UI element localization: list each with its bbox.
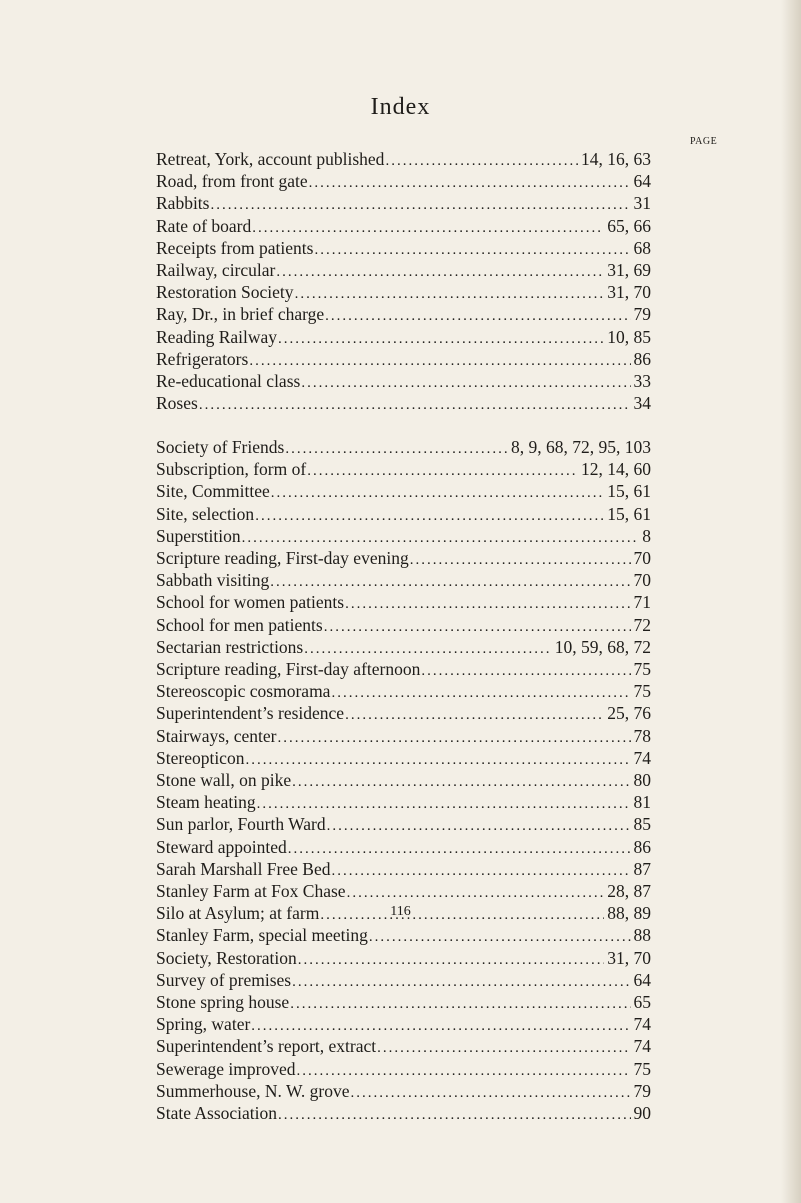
- entry-label: Retreat, York, account published: [156, 149, 385, 169]
- index-entry: [156, 637, 651, 659]
- entry-pages: 10, 85: [607, 326, 651, 347]
- index-entry: [156, 703, 651, 725]
- index-entry: [156, 526, 651, 548]
- entry-pages: 86: [633, 348, 651, 369]
- entry-label: School for men patients: [156, 614, 323, 635]
- entry-label: Sabbath visiting: [156, 570, 270, 591]
- index-entry: [156, 726, 651, 748]
- index-entry: [156, 1036, 651, 1058]
- dot-leader: [278, 329, 604, 349]
- dot-leader: [242, 528, 640, 548]
- entry-pages: 28, 87: [607, 881, 651, 902]
- entry-label: Scripture reading, First-day afternoon: [156, 659, 421, 680]
- entry-pages: 75: [633, 681, 651, 702]
- entry-pages: 15, 61: [607, 503, 651, 524]
- dot-leader: [245, 750, 630, 770]
- dot-leader: [252, 218, 604, 238]
- dot-leader: [292, 772, 630, 792]
- entry-pages: 65, 66: [607, 215, 651, 236]
- dot-leader: [210, 195, 630, 215]
- entry-label: Sewerage improved: [156, 1058, 296, 1079]
- index-entry: [156, 925, 651, 947]
- dot-leader: [298, 950, 604, 970]
- entry-label: Re-educational class: [156, 371, 301, 392]
- entry-pages: 8, 9, 68, 72, 95, 103: [511, 437, 651, 457]
- dot-leader: [295, 284, 605, 304]
- entry-pages: 64: [633, 969, 651, 990]
- index-entry: [156, 792, 651, 814]
- index-entry: [156, 216, 651, 238]
- entry-pages: 64: [633, 171, 651, 192]
- index-entry: [156, 814, 651, 836]
- entry-pages: 75: [633, 1058, 651, 1079]
- index-entry: [156, 393, 651, 415]
- entry-label: Road, from front gate: [156, 171, 308, 192]
- dot-leader: [296, 1061, 630, 1081]
- entry-label: Ray, Dr., in brief charge: [156, 304, 325, 325]
- page-number: 116: [390, 904, 411, 919]
- entry-label: Silo at Asylum; at farm: [156, 903, 320, 924]
- index-entry: [156, 193, 651, 215]
- index-entry: [156, 171, 651, 193]
- entry-label: Subscription, form of: [156, 459, 307, 480]
- dot-leader: [325, 306, 630, 326]
- page-title: Index: [370, 94, 431, 120]
- dot-leader: [251, 1016, 630, 1036]
- page-edge-shadow: [781, 0, 801, 1203]
- entry-pages: 88: [633, 925, 651, 946]
- entry-pages: 34: [633, 393, 651, 414]
- entry-pages: 79: [633, 304, 651, 325]
- index-entry: [156, 748, 651, 770]
- index-entry: [156, 970, 651, 992]
- dot-leader: [385, 151, 578, 171]
- dot-leader: [327, 816, 631, 836]
- index-entry: [156, 504, 651, 526]
- dot-leader: [307, 461, 578, 481]
- entry-pages: 25, 76: [607, 703, 651, 724]
- entry-label: Stereoscopic cosmorama: [156, 681, 331, 702]
- dot-leader: [249, 351, 630, 371]
- index-entry: [156, 770, 651, 792]
- entry-pages: 68: [633, 237, 651, 258]
- dot-leader: [278, 728, 631, 748]
- entry-label: Rabbits: [156, 193, 210, 214]
- dot-leader: [377, 1038, 630, 1058]
- index-entry: [156, 992, 651, 1014]
- entry-label: Steward appointed: [156, 836, 287, 857]
- entry-label: Spring, water: [156, 1014, 251, 1035]
- entry-pages: 90: [633, 1103, 651, 1124]
- entry-pages: 74: [633, 1036, 651, 1057]
- entry-pages: 78: [633, 725, 651, 746]
- entry-label: Summerhouse, N. W. grove: [156, 1080, 350, 1101]
- dot-leader: [199, 395, 631, 415]
- entry-label: Survey of premises: [156, 969, 292, 990]
- entry-pages: 81: [633, 792, 651, 813]
- entry-pages: 12, 14, 60: [581, 459, 651, 480]
- index-entry: [156, 881, 651, 903]
- entry-pages: 87: [633, 858, 651, 879]
- entry-pages: 65: [633, 992, 651, 1013]
- entry-label: Superintendent’s report, extract: [156, 1036, 377, 1057]
- index-entry: [156, 1059, 651, 1081]
- dot-leader: [285, 439, 508, 459]
- index-entry: [156, 570, 651, 592]
- entry-pages: 74: [633, 747, 651, 768]
- entry-label: Railway, circular: [156, 260, 276, 281]
- entry-pages: 86: [633, 836, 651, 857]
- dot-leader: [421, 661, 630, 681]
- index-entry: [156, 481, 651, 503]
- entry-pages: 75: [633, 659, 651, 680]
- index-entry: [156, 349, 651, 371]
- entry-label: Restoration Society: [156, 282, 294, 303]
- index-entry: [156, 327, 651, 349]
- dot-leader: [270, 572, 630, 592]
- index-entry: [156, 1103, 651, 1125]
- dot-leader: [292, 972, 630, 992]
- index-entry: [156, 238, 651, 260]
- dot-leader: [410, 550, 631, 570]
- entry-label: Reading Railway: [156, 326, 278, 347]
- entry-label: Steam heating: [156, 792, 256, 813]
- entry-pages: 80: [633, 770, 651, 791]
- entry-label: School for women patients: [156, 592, 345, 613]
- entry-label: Site, Committee: [156, 481, 270, 502]
- index-entry: [156, 260, 651, 282]
- entry-pages: 31: [633, 193, 651, 214]
- entry-pages: 88, 89: [607, 903, 651, 924]
- dot-leader: [347, 883, 605, 903]
- index-entry: [156, 681, 651, 703]
- dot-leader: [288, 839, 631, 859]
- index-entry: [156, 371, 651, 393]
- entry-pages: 15, 61: [607, 481, 651, 502]
- entry-label: Stone spring house: [156, 992, 290, 1013]
- dot-leader: [345, 705, 604, 725]
- entry-label: Sectarian restrictions: [156, 636, 304, 657]
- entry-label: Sun parlor, Fourth Ward: [156, 814, 326, 835]
- entry-label: Superstition: [156, 525, 241, 546]
- index-entry: [156, 592, 651, 614]
- entry-label: Refrigerators: [156, 348, 249, 369]
- index-entry: [156, 1014, 651, 1036]
- index-entry: [156, 437, 651, 459]
- entry-label: Stone wall, on pike: [156, 770, 292, 791]
- index-entry: [156, 149, 651, 171]
- dot-leader: [350, 1083, 630, 1103]
- entry-label: Scripture reading, First-day evening: [156, 548, 409, 569]
- entry-label: Stairways, center: [156, 725, 277, 746]
- dot-leader: [301, 373, 630, 393]
- entry-label: Sarah Marshall Free Bed: [156, 858, 331, 879]
- index-entry: [156, 1081, 651, 1103]
- dot-leader: [290, 994, 630, 1014]
- entry-pages: 10, 59, 68, 72: [554, 636, 651, 657]
- entry-label: Rate of board: [156, 215, 252, 236]
- dot-leader: [255, 506, 604, 526]
- dot-leader: [278, 1105, 630, 1125]
- index-group-r: [156, 149, 651, 415]
- index-entry: [156, 948, 651, 970]
- entry-pages: 79: [633, 1080, 651, 1101]
- entry-label: Receipts from patients: [156, 237, 314, 258]
- entry-label: Site, selection: [156, 503, 255, 524]
- index-entry: [156, 859, 651, 881]
- entry-pages: 33: [633, 371, 651, 392]
- entry-label: State Association: [156, 1103, 278, 1124]
- entry-pages: 72: [633, 614, 651, 635]
- entry-label: Society, Restoration: [156, 947, 297, 968]
- dot-leader: [276, 262, 604, 282]
- entry-label: Superintendent’s residence: [156, 703, 345, 724]
- entry-pages: 14, 16, 63: [581, 149, 651, 169]
- index-entry: [156, 548, 651, 570]
- dot-leader: [257, 794, 631, 814]
- dot-leader: [309, 173, 631, 193]
- entry-label: Stanley Farm, special meeting: [156, 925, 368, 946]
- index-entry: [156, 615, 651, 637]
- entry-label: Stereopticon: [156, 747, 245, 768]
- entry-label: Stanley Farm at Fox Chase: [156, 881, 346, 902]
- entry-pages: 31, 69: [607, 260, 651, 281]
- entry-label: Roses: [156, 393, 198, 414]
- index-entry: [156, 837, 651, 859]
- dot-leader: [324, 617, 631, 637]
- entry-pages: 8: [642, 525, 651, 546]
- entry-pages: 70: [633, 570, 651, 591]
- entry-pages: 70: [633, 548, 651, 569]
- entry-pages: 31, 70: [607, 282, 651, 303]
- dot-leader: [314, 240, 630, 260]
- entry-pages: 31, 70: [607, 947, 651, 968]
- index-entry: [156, 282, 651, 304]
- entry-pages: 74: [633, 1014, 651, 1035]
- dot-leader: [304, 639, 552, 659]
- entry-pages: 85: [633, 814, 651, 835]
- dot-leader: [331, 861, 630, 881]
- page-column-header: PAGE: [690, 136, 718, 147]
- index-group-s: [156, 437, 651, 1125]
- dot-leader: [271, 483, 605, 503]
- index-entry: [156, 659, 651, 681]
- index-entry: [156, 304, 651, 326]
- dot-leader: [369, 927, 631, 947]
- entry-label: Society of Friends: [156, 437, 285, 457]
- dot-leader: [331, 683, 630, 703]
- dot-leader: [345, 594, 630, 614]
- index-entry: [156, 459, 651, 481]
- entry-pages: 71: [633, 592, 651, 613]
